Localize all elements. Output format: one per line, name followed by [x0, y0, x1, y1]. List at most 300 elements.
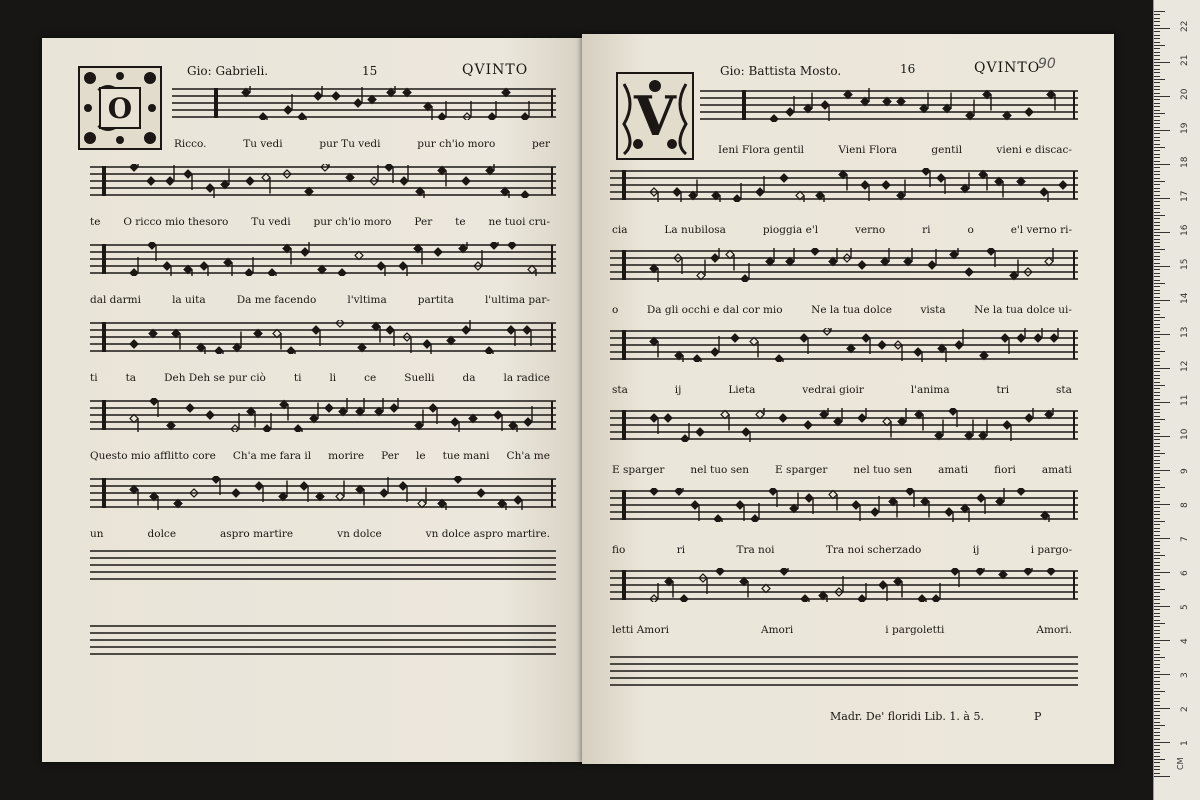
ruler-tick [1154, 140, 1160, 141]
lyric-syllable: pioggia e'l [762, 224, 819, 236]
lyric-line [90, 450, 550, 462]
lyric-syllable: la uita [172, 294, 206, 306]
ruler-tick [1154, 229, 1160, 230]
ruler-tick [1154, 630, 1160, 631]
lyric-syllable: Ne la tua dolce [811, 304, 892, 316]
ruler-tick [1154, 392, 1160, 393]
ruler-tick [1154, 361, 1160, 362]
lyric-syllable: o [612, 304, 619, 316]
ruler-tick [1154, 181, 1165, 182]
lyric-syllable: gentil [931, 144, 963, 156]
lyric-line [612, 224, 1072, 236]
ruler-tick [1154, 473, 1160, 474]
lyric-syllable: Da gli occhi e dal cor mio [646, 304, 783, 316]
ruler-number: 22 [1180, 20, 1190, 32]
ruler-tick [1154, 575, 1160, 576]
ruler-number: 16 [1180, 224, 1190, 236]
ruler-tick [1154, 195, 1160, 196]
ruler-tick [1154, 133, 1160, 134]
music-staff [610, 328, 1078, 362]
lyric-syllable: l'ultima par- [484, 294, 550, 306]
music-staff [610, 248, 1078, 282]
ruler-tick [1154, 310, 1160, 311]
ruler-tick [1154, 552, 1160, 553]
left-page [42, 38, 582, 762]
ruler-tick [1154, 365, 1160, 366]
page-number: 15 [362, 64, 378, 78]
ruler-tick [1154, 161, 1160, 162]
lyric-line [612, 624, 1072, 636]
ruler-tick [1154, 378, 1160, 379]
ruler-tick [1154, 433, 1160, 434]
ruler-tick [1154, 439, 1160, 440]
ruler-tick [1154, 569, 1160, 570]
ruler-tick [1154, 603, 1160, 604]
lyric-syllable: pur Tu vedi [319, 138, 381, 150]
lyric-syllable: pur ch'io moro [313, 216, 392, 228]
ruler-tick [1154, 368, 1170, 369]
lyric-syllable: vista [920, 304, 946, 316]
ruler-tick [1154, 776, 1170, 777]
ruler-tick [1154, 490, 1160, 491]
music-staff [610, 488, 1078, 522]
ruler-tick [1154, 69, 1160, 70]
lyric-syllable: te [455, 216, 466, 228]
ruler-tick [1154, 252, 1160, 253]
lyric-syllable: tue mani [442, 450, 490, 462]
lyric-line [174, 138, 550, 150]
ruler-tick [1154, 698, 1160, 699]
ruler-tick [1154, 232, 1170, 233]
ruler-tick [1154, 650, 1160, 651]
ruler-tick [1154, 555, 1165, 556]
ruler-tick [1154, 477, 1160, 478]
ruler-tick [1154, 290, 1160, 291]
ruler-tick [1154, 688, 1160, 689]
ruler-tick [1154, 416, 1160, 417]
ruler-tick [1154, 110, 1160, 111]
page-number: 16 [900, 62, 916, 76]
ruler-tick [1154, 184, 1160, 185]
ruler-tick [1154, 259, 1160, 260]
ruler-tick [1154, 178, 1160, 179]
ruler-tick [1154, 191, 1160, 192]
lyric-syllable: Questo mio afflitto core [90, 450, 216, 462]
ruler-tick [1154, 106, 1160, 107]
ruler-tick [1154, 735, 1160, 736]
ruler-tick [1154, 395, 1160, 396]
ruler-number: 20 [1180, 88, 1190, 100]
ruler-tick [1154, 314, 1160, 315]
ruler-tick [1154, 470, 1170, 471]
lyric-syllable: ta [125, 372, 137, 384]
ruler-tick [1154, 130, 1170, 131]
lyric-syllable: Ieni Flora gentil [718, 144, 805, 156]
ruler-tick [1154, 749, 1160, 750]
ruler-tick [1154, 742, 1170, 743]
ruler-tick [1154, 249, 1165, 250]
ruler-tick [1154, 344, 1160, 345]
ruler-tick [1154, 511, 1160, 512]
ruler-tick [1154, 242, 1160, 243]
lyric-syllable: pur ch'io moro [417, 138, 496, 150]
ruler-tick [1154, 623, 1165, 624]
lyric-syllable: o [967, 224, 974, 236]
ruler-number: 15 [1180, 258, 1190, 270]
ruler-tick [1154, 402, 1170, 403]
lyric-syllable: Ricco. [174, 138, 207, 150]
lyric-syllable: ce [364, 372, 377, 384]
ruler-number: 2 [1180, 706, 1190, 712]
ruler-tick [1154, 674, 1170, 675]
lyric-syllable: la radice [503, 372, 550, 384]
lyric-syllable: Deh Deh se pur ciò [164, 372, 266, 384]
ruler-number: 10 [1180, 428, 1190, 440]
empty-staff [90, 548, 556, 582]
ruler-tick [1154, 45, 1165, 46]
ruler-tick [1154, 341, 1160, 342]
voice-part-header: QVINTO [974, 60, 1041, 76]
ruler-tick [1154, 538, 1170, 539]
ruler-tick [1154, 35, 1160, 36]
ruler-tick [1154, 640, 1170, 641]
ruler-number: 9 [1180, 468, 1190, 474]
lyric-syllable: Da me facendo [236, 294, 317, 306]
lyric-syllable: Tra noi [736, 544, 775, 556]
ruler-tick [1154, 55, 1160, 56]
lyric-syllable: E sparger [775, 464, 828, 476]
ruler-tick [1154, 681, 1160, 682]
ruler-tick [1154, 116, 1160, 117]
ruler-tick [1154, 756, 1160, 757]
music-staff [172, 86, 556, 120]
ruler-tick [1154, 137, 1160, 138]
lyric-syllable: Ch'a me [506, 450, 550, 462]
ruler-tick [1154, 337, 1160, 338]
ruler-tick [1154, 541, 1160, 542]
ruler-tick [1154, 677, 1160, 678]
ruler-number: 3 [1180, 672, 1190, 678]
composer-header: Gio: Battista Mosto. [720, 64, 842, 78]
ruler-tick [1154, 358, 1160, 359]
ruler-tick [1154, 351, 1165, 352]
decorated-initial [616, 72, 694, 160]
ruler-tick [1154, 127, 1160, 128]
ruler-tick [1154, 752, 1160, 753]
ruler-tick [1154, 463, 1160, 464]
ruler-tick [1154, 660, 1160, 661]
ruler-tick [1154, 82, 1160, 83]
ruler-number: 7 [1180, 536, 1190, 542]
ruler-tick [1154, 293, 1160, 294]
ruler-tick [1154, 722, 1160, 723]
ruler-tick [1154, 484, 1160, 485]
ruler-tick [1154, 766, 1160, 767]
ruler-tick [1154, 633, 1160, 634]
ruler-tick [1154, 382, 1160, 383]
right-page [582, 34, 1114, 764]
lyric-syllable: vn dolce [337, 528, 382, 540]
ruler-tick [1154, 769, 1160, 770]
ruler-tick [1154, 297, 1160, 298]
ruler-tick [1154, 324, 1160, 325]
ruler-tick [1154, 426, 1160, 427]
lyric-syllable: Suelli [404, 372, 435, 384]
ruler-tick [1154, 616, 1160, 617]
lyric-syllable: le [415, 450, 426, 462]
ruler-tick [1154, 123, 1160, 124]
ruler-tick [1154, 592, 1160, 593]
ruler-tick [1154, 276, 1160, 277]
ruler-tick [1154, 467, 1160, 468]
ruler-tick [1154, 273, 1160, 274]
lyric-syllable: ti [90, 372, 98, 384]
ruler-tick [1154, 759, 1165, 760]
ruler-number: 19 [1180, 122, 1190, 134]
ruler-tick [1154, 456, 1160, 457]
ruler-tick [1154, 286, 1160, 287]
ruler-tick [1154, 565, 1160, 566]
ruler-tick [1154, 48, 1160, 49]
lyric-syllable: letti Amori [612, 624, 669, 636]
empty-staff [90, 623, 556, 657]
ruler-tick [1154, 657, 1165, 658]
lyric-syllable: nel tuo sen [853, 464, 913, 476]
lyric-syllable: Lieta [728, 384, 756, 396]
initial-letter: V [634, 84, 676, 148]
ruler-number: 11 [1180, 394, 1190, 406]
ruler-tick [1154, 72, 1160, 73]
ruler-tick [1154, 524, 1160, 525]
empty-staff [610, 654, 1078, 688]
ruler-tick [1154, 708, 1170, 709]
ruler-tick [1154, 18, 1160, 19]
lyric-line [612, 384, 1072, 396]
lyric-syllable: sta [612, 384, 628, 396]
ruler-tick [1154, 28, 1170, 29]
ruler-tick [1154, 637, 1160, 638]
ruler-tick [1154, 96, 1170, 97]
ruler-tick [1154, 25, 1160, 26]
ruler-tick [1154, 589, 1165, 590]
ruler-tick [1154, 715, 1160, 716]
ruler-tick [1154, 528, 1160, 529]
signature-mark: P [1034, 710, 1042, 723]
lyric-syllable: fiori [994, 464, 1016, 476]
lyric-syllable: Tra noi scherzado [825, 544, 922, 556]
lyric-syllable: Per [381, 450, 399, 462]
ruler-tick [1154, 303, 1160, 304]
ruler-tick [1154, 144, 1160, 145]
ruler-tick [1154, 725, 1165, 726]
music-staff [90, 320, 556, 354]
ruler-tick [1154, 654, 1160, 655]
lyric-syllable: cia [612, 224, 628, 236]
lyric-syllable: ij [674, 384, 682, 396]
ruler-tick [1154, 79, 1165, 80]
ruler-tick [1154, 235, 1160, 236]
ruler-tick [1154, 157, 1160, 158]
music-staff [700, 88, 1078, 122]
ruler-tick [1154, 263, 1160, 264]
lyric-syllable: Vieni Flora [838, 144, 898, 156]
ruler-tick [1154, 443, 1160, 444]
ruler-tick [1154, 348, 1160, 349]
ruler-number: 21 [1180, 54, 1190, 66]
ruler-number: 1 [1180, 740, 1190, 746]
ruler-tick [1154, 518, 1160, 519]
lyric-syllable: tri [996, 384, 1010, 396]
lyric-syllable: dolce [147, 528, 177, 540]
lyric-syllable: La nubilosa [664, 224, 726, 236]
ruler-tick [1154, 171, 1160, 172]
ruler-tick [1154, 269, 1160, 270]
ruler-tick [1154, 691, 1165, 692]
ruler-tick [1154, 480, 1160, 481]
lyric-syllable: Per [414, 216, 433, 228]
ruler-tick [1154, 62, 1170, 63]
ruler-tick [1154, 521, 1165, 522]
lyric-syllable: amati [938, 464, 969, 476]
ruler-tick [1154, 762, 1160, 763]
lyric-syllable: ri [922, 224, 931, 236]
pencil-folio-number: 90 [1038, 56, 1056, 72]
ruler-tick [1154, 246, 1160, 247]
ruler-tick [1154, 14, 1160, 15]
lyric-syllable: i pargoletti [885, 624, 945, 636]
ruler-tick [1154, 667, 1160, 668]
ruler-tick [1154, 599, 1160, 600]
ruler-tick [1154, 694, 1160, 695]
ruler-tick [1154, 147, 1165, 148]
lyric-line [718, 144, 1072, 156]
ruler-tick [1154, 113, 1165, 114]
ruler-tick [1154, 728, 1160, 729]
ruler-tick [1154, 429, 1160, 430]
lyric-syllable: fio [612, 544, 626, 556]
ruler-tick [1154, 150, 1160, 151]
ruler-tick [1154, 331, 1160, 332]
ruler-tick [1154, 42, 1160, 43]
footer-title: Madr. De' floridi Lib. 1. à 5. [830, 710, 984, 723]
ruler-tick [1154, 208, 1160, 209]
ruler-tick [1154, 167, 1160, 168]
lyric-syllable: sta [1056, 384, 1072, 396]
ruler-tick [1154, 558, 1160, 559]
ruler-tick [1154, 501, 1160, 502]
lyric-syllable: Ch'a me fara il [232, 450, 312, 462]
ruler-tick [1154, 453, 1165, 454]
ruler-tick [1154, 487, 1165, 488]
initial-letter: O [107, 91, 133, 125]
ruler-tick [1154, 460, 1160, 461]
lyric-syllable: O ricco mio thesoro [123, 216, 229, 228]
ruler-tick [1154, 412, 1160, 413]
lyric-syllable: Ne la tua dolce ui- [974, 304, 1072, 316]
lyric-syllable: vieni e discac- [996, 144, 1072, 156]
ruler-tick [1154, 266, 1170, 267]
ruler-tick [1154, 188, 1160, 189]
lyric-syllable: aspro martire [220, 528, 294, 540]
ruler-tick [1154, 596, 1160, 597]
ruler-tick [1154, 626, 1160, 627]
ruler-tick [1154, 405, 1160, 406]
ruler-tick [1154, 375, 1160, 376]
lyric-syllable: un [90, 528, 104, 540]
ruler-tick [1154, 507, 1160, 508]
ruler-tick [1154, 21, 1160, 22]
ruler-number: 5 [1180, 604, 1190, 610]
ruler-tick [1154, 212, 1160, 213]
lyric-line [612, 464, 1072, 476]
ruler-tick [1154, 745, 1160, 746]
lyric-line [90, 528, 550, 540]
ruler-number: 13 [1180, 326, 1190, 338]
ruler-tick [1154, 300, 1170, 301]
ruler-tick [1154, 535, 1160, 536]
composer-header: Gio: Gabrieli. [187, 64, 269, 78]
lyric-syllable: partita [417, 294, 454, 306]
ruler-tick [1154, 93, 1160, 94]
ruler-tick [1154, 205, 1160, 206]
lyric-syllable: amati [1041, 464, 1072, 476]
ruler-tick [1154, 222, 1160, 223]
ruler-number: 18 [1180, 156, 1190, 168]
ruler-tick [1154, 103, 1160, 104]
lyric-line [90, 372, 550, 384]
lyric-syllable: verno [855, 224, 886, 236]
ruler-tick [1154, 99, 1160, 100]
ruler-tick [1154, 371, 1160, 372]
ruler-tick [1154, 38, 1160, 39]
lyric-syllable: l'vltima [347, 294, 387, 306]
lyric-syllable: dal darmi [90, 294, 141, 306]
ruler-tick [1154, 280, 1160, 281]
ruler-tick [1154, 705, 1160, 706]
ruler-tick [1154, 225, 1160, 226]
ruler-tick [1154, 579, 1160, 580]
lyric-syllable: per [532, 138, 550, 150]
ruler-tick [1154, 201, 1160, 202]
lyric-syllable: i pargo- [1030, 544, 1072, 556]
ruler-tick [1154, 572, 1170, 573]
lyric-line [612, 304, 1072, 316]
ruler-tick [1154, 59, 1160, 60]
ruler-tick [1154, 388, 1160, 389]
lyric-line [90, 216, 550, 228]
ruler-tick [1154, 504, 1170, 505]
lyric-syllable: da [462, 372, 476, 384]
voice-part-header: QVINTO [462, 62, 529, 78]
ruler-tick [1154, 613, 1160, 614]
music-staff [610, 568, 1078, 602]
ruler-tick [1154, 671, 1160, 672]
ruler-number: 8 [1180, 502, 1190, 508]
ruler-tick [1154, 215, 1165, 216]
ruler-tick [1154, 320, 1160, 321]
ruler-tick [1154, 664, 1160, 665]
lyric-syllable: Tu vedi [251, 216, 291, 228]
ruler-tick [1154, 164, 1170, 165]
lyric-syllable: li [329, 372, 337, 384]
lyric-syllable: vedrai gioir [802, 384, 864, 396]
ruler-tick [1154, 327, 1160, 328]
lyric-syllable: morire [328, 450, 365, 462]
ruler-tick [1154, 239, 1160, 240]
ruler-tick [1154, 174, 1160, 175]
ruler-tick [1154, 31, 1160, 32]
ruler-tick [1154, 385, 1165, 386]
